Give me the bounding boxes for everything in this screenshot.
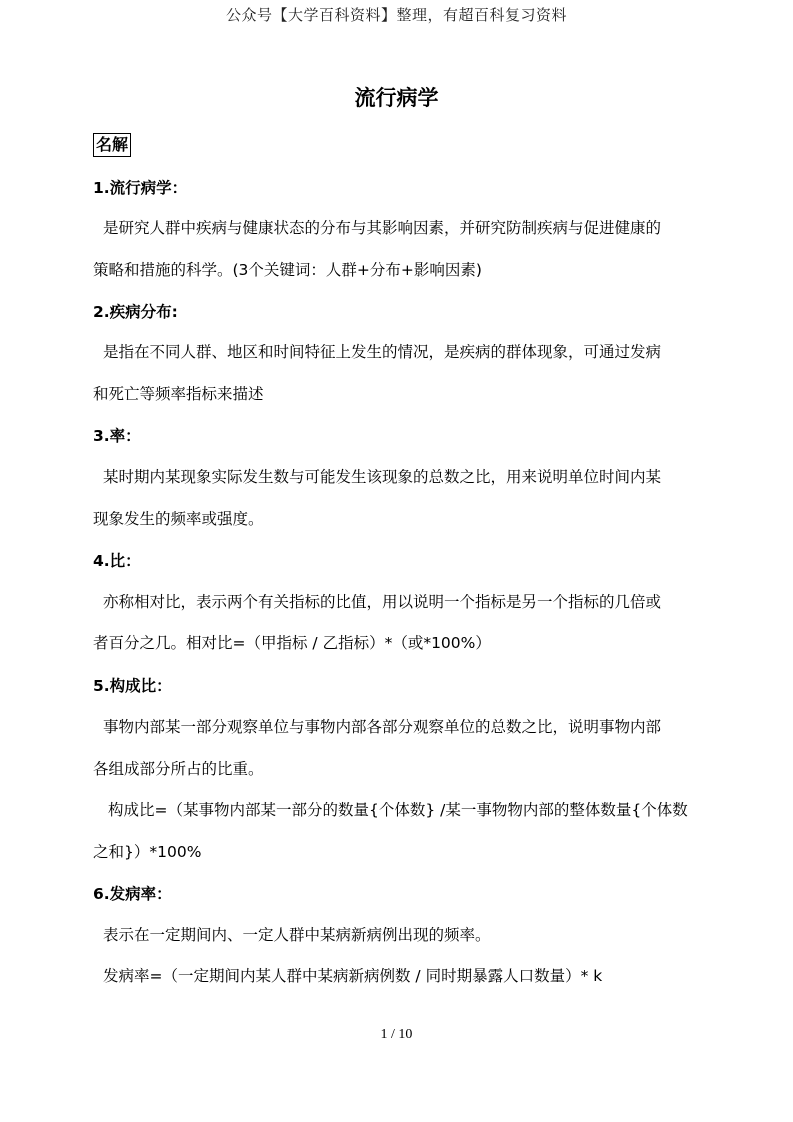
term-heading-incidence-rate: 6.发病率： (93, 885, 172, 903)
term-heading-rate: 3.率： (93, 427, 141, 445)
definition-line: 表示在一定期间内、一定人群中某病新病例出现的频率。 (103, 926, 491, 944)
term-heading-epidemiology: 1.流行病学： (93, 179, 188, 197)
term-heading-ratio: 4.比： (93, 552, 141, 570)
definition-line: 某时期内某现象实际发生数与可能发生该现象的总数之比，用来说明单位时间内某 (103, 468, 662, 486)
definition-line: 是指在不同人群、地区和时间特征上发生的情况，是疾病的群体现象，可通过发病 (103, 343, 662, 361)
formula-line: 之和}）*100% (93, 843, 202, 861)
definition-line: 和死亡等频率指标来描述 (93, 385, 264, 403)
definition-line: 者百分之几。相对比=（甲指标 / 乙指标）*（或*100%） (93, 634, 491, 652)
term-heading-disease-distribution: 2.疾病分布: (93, 303, 178, 321)
section-label-boxed: 名解 (93, 133, 131, 157)
definition-line: 策略和措施的科学。(3个关键词：人群+分布+影响因素) (93, 261, 482, 279)
definition-line: 现象发生的频率或强度。 (93, 510, 264, 528)
definition-line: 事物内部某一部分观察单位与事物内部各部分观察单位的总数之比，说明事物内部 (103, 718, 662, 736)
page-number: 1 / 10 (380, 1027, 413, 1042)
definition-line: 是研究人群中疾病与健康状态的分布与其影响因素，并研究防制疾病与促进健康的 (103, 219, 662, 237)
definition-line: 亦称相对比，表示两个有关指标的比值，用以说明一个指标是另一个指标的几倍或 (103, 593, 662, 611)
definition-line: 各组成部分所占的比重。 (93, 760, 264, 778)
page-header: 公众号【大学百科资料】整理，有超百科复习资料 (225, 6, 567, 24)
term-heading-proportion: 5.构成比： (93, 677, 172, 695)
formula-line: 发病率=（一定期间内某人群中某病新病例数 / 同时期暴露人口数量）* k (103, 967, 603, 985)
page-title: 流行病学 (354, 86, 439, 110)
formula-line: 构成比=（某事物内部某一部分的数量{个体数} /某一事物物内部的整体数量{个体数 (108, 801, 688, 819)
